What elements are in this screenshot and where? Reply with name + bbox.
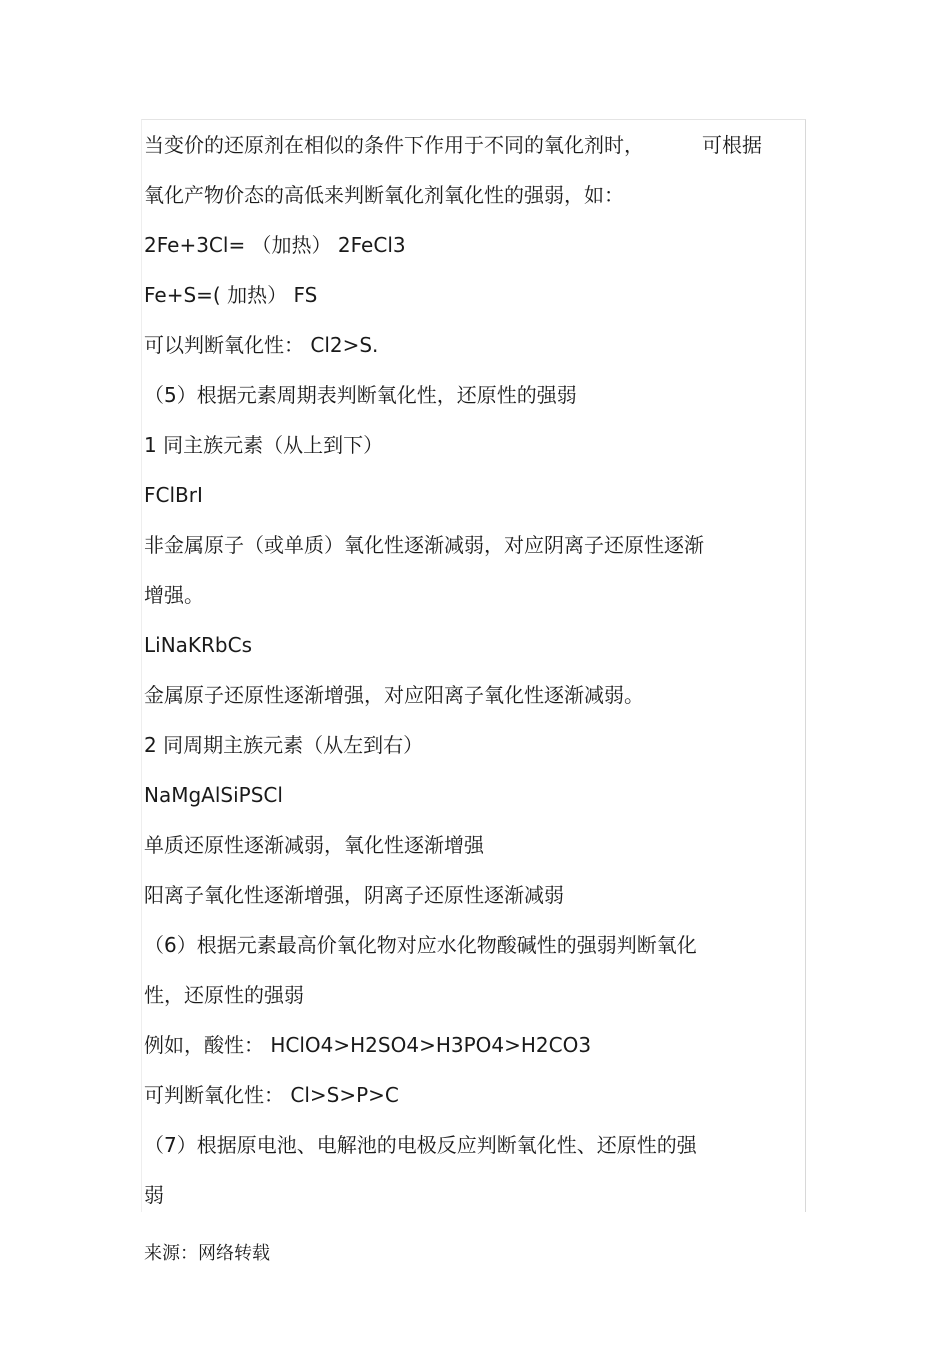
source-footer: 来源：网络转载 bbox=[144, 1243, 270, 1264]
element-sequence: NaMgAlSiPSCl bbox=[144, 783, 283, 807]
text-line: 可以判断氧化性： Cl2>S. bbox=[144, 333, 379, 357]
equation-line: Fe+S=( 加热） FS bbox=[144, 283, 318, 307]
text-line: 金属原子还原性逐渐增强，对应阳离子氧化性逐渐减弱。 bbox=[144, 683, 644, 707]
text-fragment: 可根据 bbox=[702, 133, 762, 157]
text-line: 氧化产物价态的高低来判断氧化剂氧化性的强弱，如： bbox=[144, 183, 624, 207]
text-line: 增强。 bbox=[144, 583, 204, 607]
text-line: 可判断氧化性： Cl>S>P>C bbox=[144, 1083, 399, 1107]
text-line: 性，还原性的强弱 bbox=[144, 983, 304, 1007]
subsection-heading: 1 同主族元素（从上到下） bbox=[144, 433, 384, 457]
text-line: 非金属原子（或单质）氧化性逐渐减弱，对应阴离子还原性逐渐 bbox=[144, 533, 704, 557]
section-heading: （6）根据元素最高价氧化物对应水化物酸碱性的强弱判断氧化 bbox=[144, 933, 697, 957]
element-sequence: FClBrI bbox=[144, 483, 203, 507]
text-line: 当变价的还原剂在相似的条件下作用于不同的氧化剂时， 可根据 bbox=[144, 133, 762, 157]
text-line: 弱 bbox=[144, 1183, 164, 1207]
text-line: 例如，酸性： HClO4>H2SO4>H3PO4>H2CO3 bbox=[144, 1033, 592, 1057]
equation-line: 2Fe+3Cl= （加热） 2FeCl3 bbox=[144, 233, 406, 257]
subsection-heading: 2 同周期主族元素（从左到右） bbox=[144, 733, 424, 757]
section-heading: （7）根据原电池、电解池的电极反应判断氧化性、还原性的强 bbox=[144, 1133, 697, 1157]
section-heading: （5）根据元素周期表判断氧化性，还原性的强弱 bbox=[144, 383, 577, 407]
text-line: 单质还原性逐渐减弱，氧化性逐渐增强 bbox=[144, 833, 484, 857]
element-sequence: LiNaKRbCs bbox=[144, 633, 253, 657]
text-line: 阳离子氧化性逐渐增强，阴离子还原性逐渐减弱 bbox=[144, 883, 564, 907]
